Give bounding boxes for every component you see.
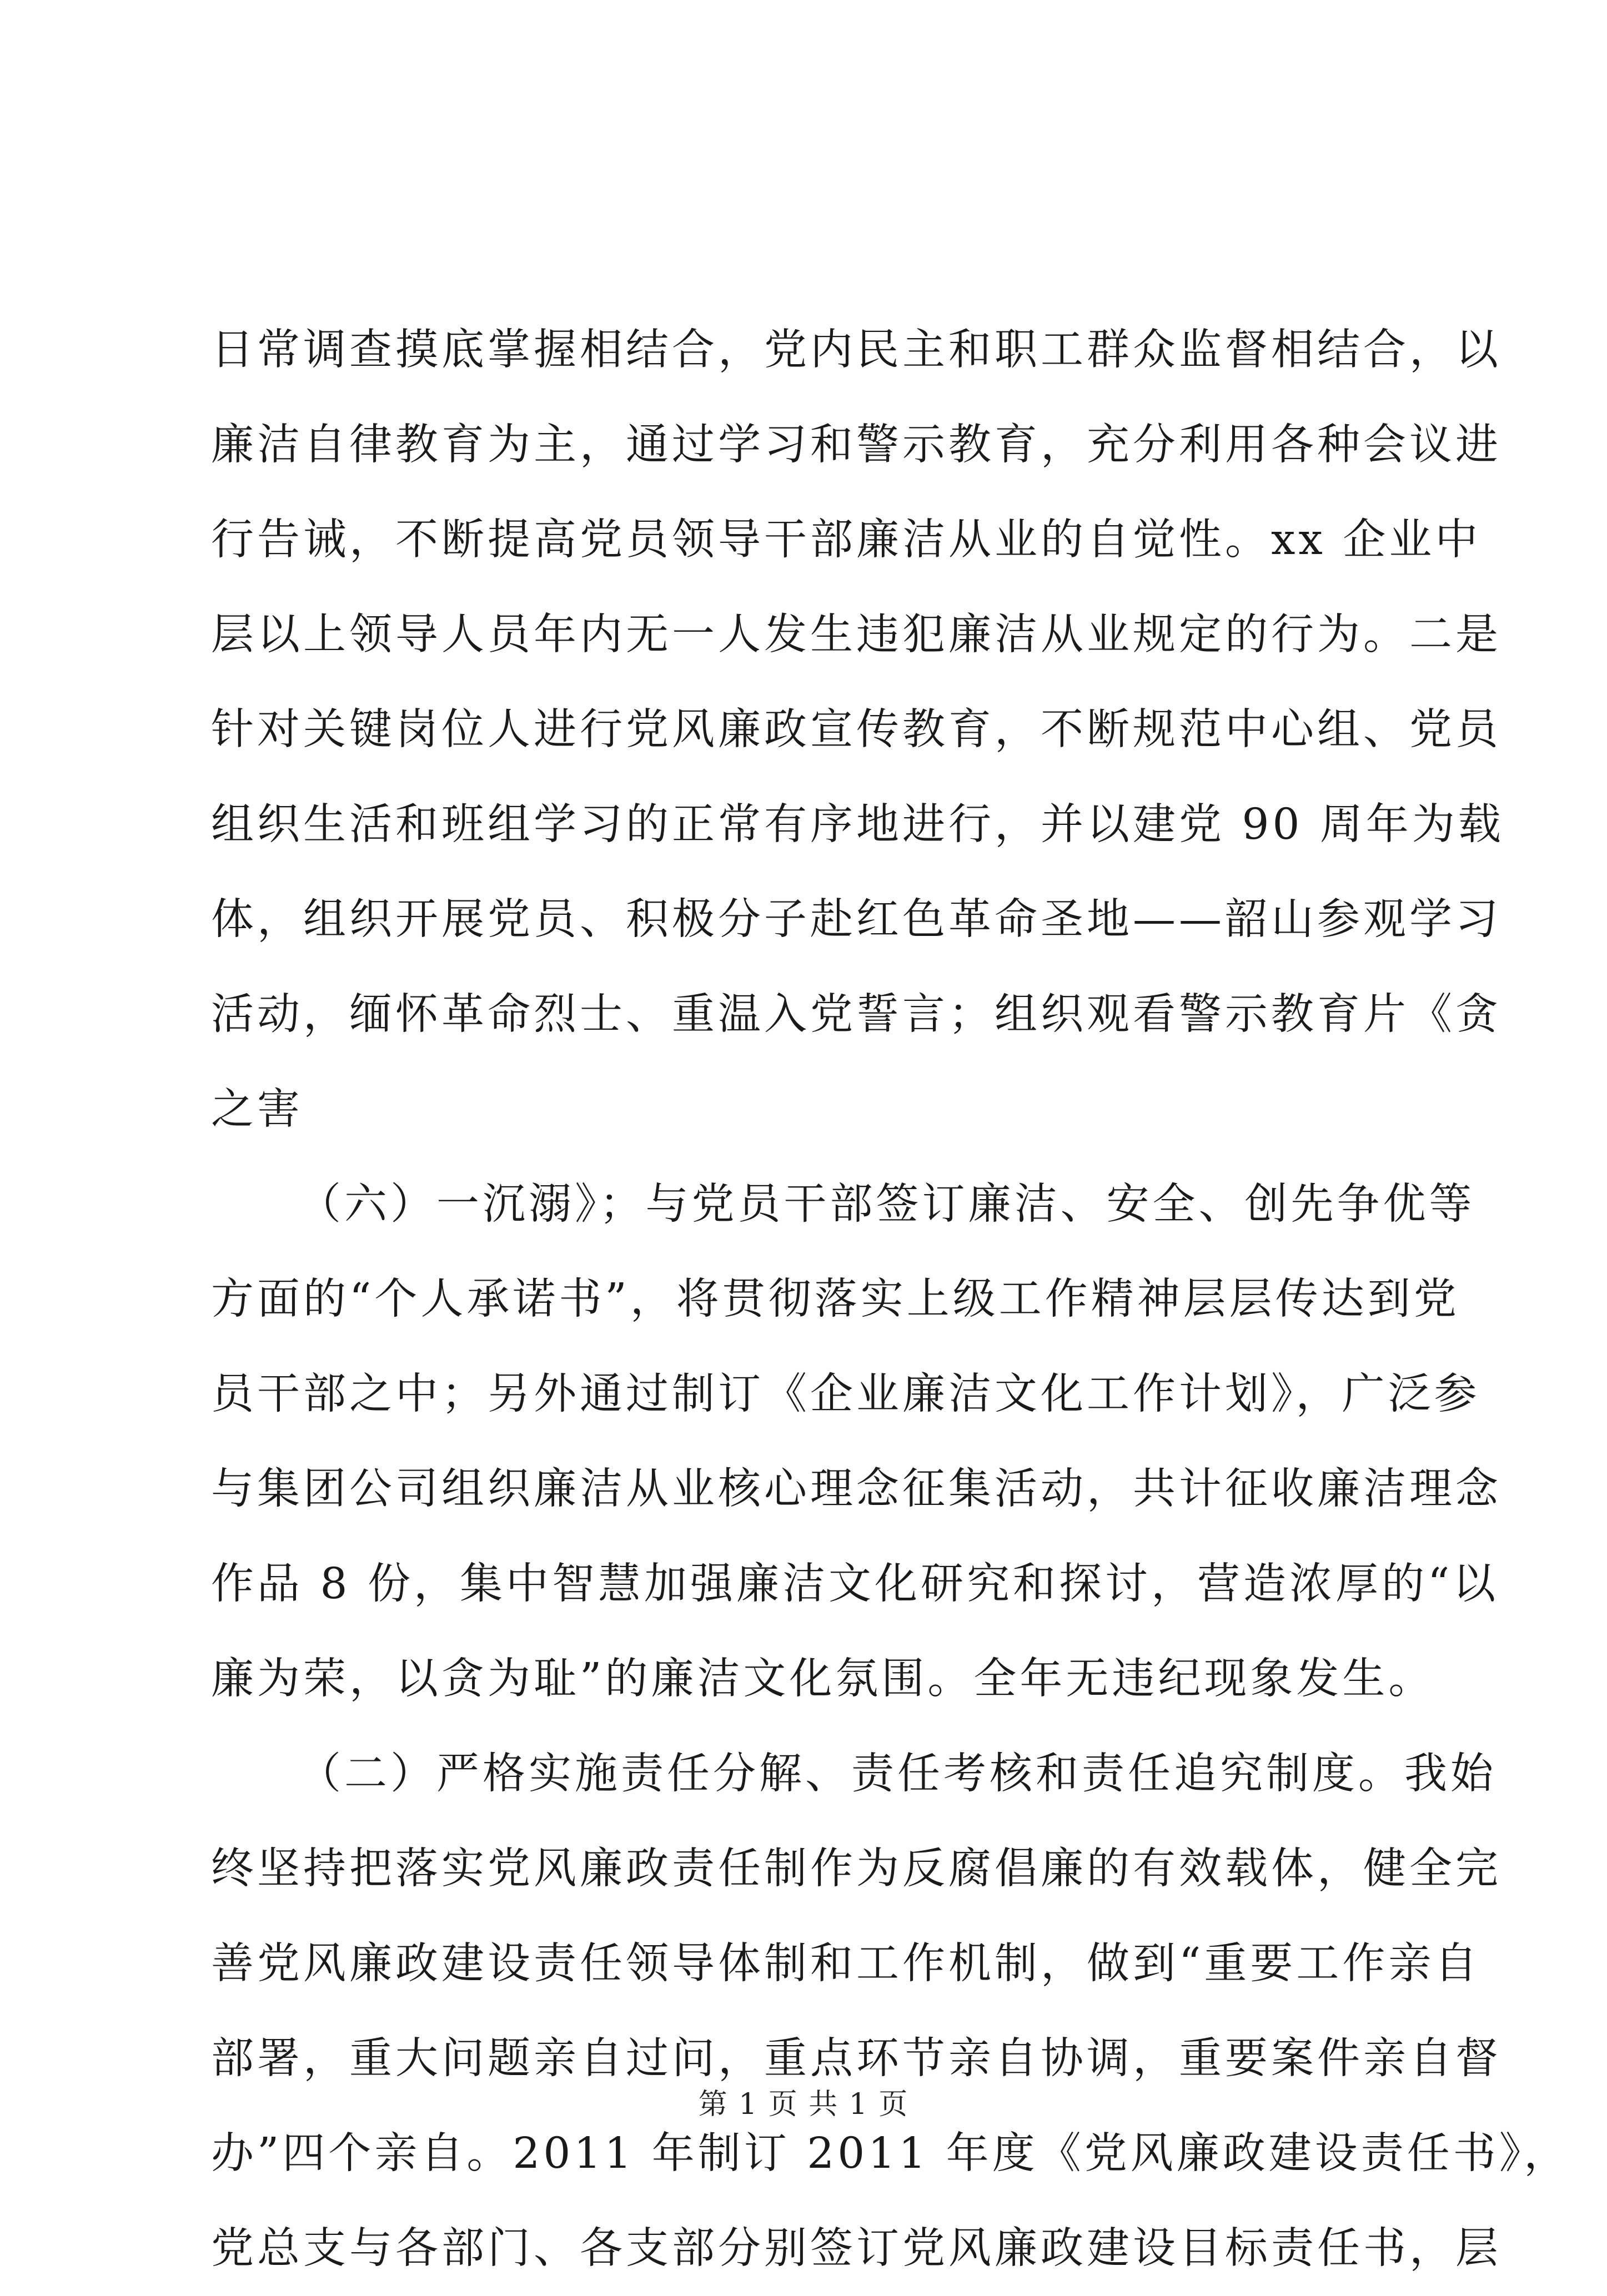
text-line: 日常调查摸底掌握相结合，党内民主和职工群众监督相结合，以	[211, 325, 1501, 375]
text-line: 与集团公司组织廉洁从业核心理念征集活动，共计征收廉洁理念	[211, 1464, 1501, 1514]
text-line: 针对关键岗位人进行党风廉政宣传教育，不断规范中心组、党员	[211, 705, 1501, 754]
text-line: 员干部之中；另外通过制订《企业廉洁文化工作计划》，广泛参	[211, 1369, 1480, 1419]
text-line: 部署，重大问题亲自过问，重点环节亲自协调，重要案件亲自督	[211, 2034, 1501, 2083]
text-line: 廉洁自律教育为主，通过学习和警示教育，充分利用各种会议进	[211, 420, 1501, 470]
text-line: 方面的“个人承诺书”，将贯彻落实上级工作精神层层传达到党	[211, 1275, 1460, 1324]
text-line: 之害	[211, 1085, 303, 1134]
text-line: 体，组织开展党员、积极分子赴红色革命圣地——韶山参观学习	[211, 895, 1501, 944]
text-line: 办”四个亲自。2011 年制订 2011 年度《党风廉政建设责任书》，	[211, 2129, 1570, 2178]
body-text	[211, 303, 1570, 2296]
text-line: （六）一沉溺》；与党员干部签订廉洁、安全、创先争优等	[298, 1180, 1475, 1229]
text-line: 党总支与各部门、各支部分别签订党风廉政建设目标责任书，层	[211, 2224, 1501, 2273]
text-line: 组织生活和班组学习的正常有序地进行，并以建党 90 周年为载	[211, 800, 1504, 849]
text-line: （二）严格实施责任分解、责任考核和责任追究制度。我始	[298, 1749, 1496, 1799]
text-line: 廉为荣，以贪为耻”的廉洁文化氛围。全年无违纪现象发生。	[211, 1654, 1435, 1704]
text-line: 活动，缅怀革命烈士、重温入党誓言；组织观看警示教育片《贪	[211, 990, 1501, 1039]
text-line: 层以上领导人员年内无一人发生违犯廉洁从业规定的行为。二是	[211, 610, 1501, 659]
text-line: 作品 8 份，集中智慧加强廉洁文化研究和探讨，营造浓厚的“以	[211, 1559, 1499, 1609]
text-line: 善党风廉政建设责任领导体制和工作机制，做到“重要工作亲自	[211, 1939, 1481, 1988]
page-number: 第 1 页 共 1 页	[698, 2088, 909, 2121]
text-line: 行告诫，不断提高党员领导干部廉洁从业的自觉性。xx 企业中	[211, 515, 1482, 565]
text-line: 终坚持把落实党风廉政责任制作为反腐倡廉的有效载体，健全完	[211, 1844, 1501, 1894]
